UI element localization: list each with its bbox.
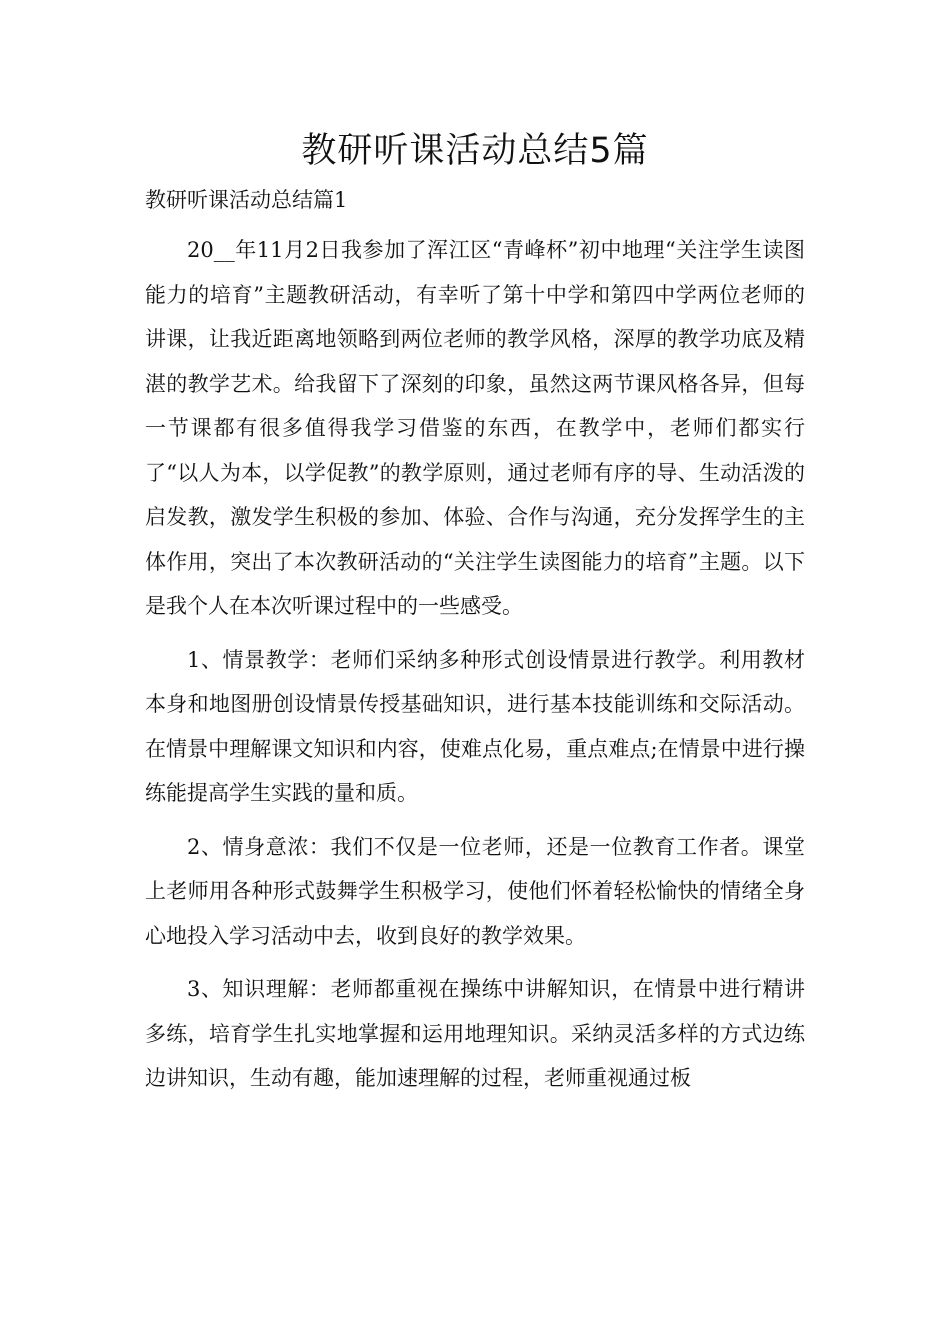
body-paragraph: 2、情身意浓：我们不仅是一位老师，还是一位教育工作者。课堂上老师用各种形式鼓舞学生积极学习，使他们怀着轻松愉快的情绪全身心地投入学习活动中去，收到良好的教学效果。 [145, 834, 805, 948]
body-paragraph: 3、知识理解：老师都重视在操练中讲解知识，在情景中进行精讲多练，培育学生扎实地掌握和运用地理知识。采纳灵活多样的方式边练边讲知识，生动有趣，能加速理解的过程，老师重视通过板 [145, 977, 805, 1090]
section-heading: 教研听课活动总结篇1 [145, 188, 348, 212]
body-paragraph: 20__年11月2日我参加了浑江区“青峰杯”初中地理“关注学生读图能力的培育”主题教研活动，有幸听了第十中学和第四中学两位老师的讲课，让我近距离地领略到两位老师的教学风格，深厚的教学功底及精湛的教学艺术。给我留下了深刻的印象，虽然这两节课风格各异，但每一节课都有很多值得我学习借鉴的东西，在教学中，老师们都实行了“以人为本，以学促教”的教学原则，通过老师有序的导、生动活泼的启发教，激发学生积极的参加、体验、合作与沟通，充分发挥学生的主体作用，突出了本次教研活动的“关注学生读图能力的培育”主题。以下是我个人在本次听课过程中的一些感受。 [145, 238, 805, 618]
body-paragraph: 1、情景教学：老师们采纳多种形式创设情景进行教学。利用教材本身和地图册创设情景传授基础知识，进行基本技能训练和交际活动。在情景中理解课文知识和内容，使难点化易，重点难点;在情景中进行操练能提高学生实践的量和质。 [145, 647, 805, 805]
document-title: 教研听课活动总结5篇 [301, 131, 649, 171]
document-body [145, 228, 805, 1110]
